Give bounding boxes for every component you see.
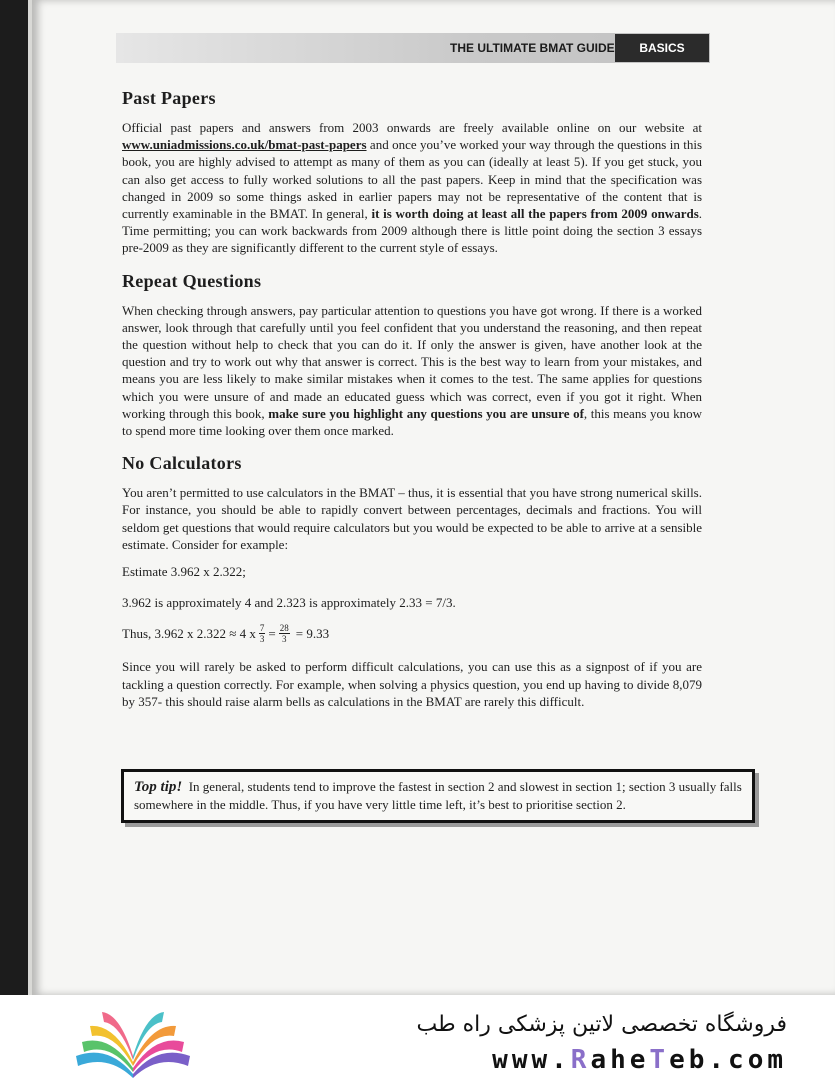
- no-calculators-section: [122, 453, 702, 710]
- math-text: Thus, 3.962 x 2.322 ≈ 4 x: [122, 625, 256, 641]
- past-papers-heading: Past Papers: [122, 88, 216, 108]
- top-tip-text: In general, students tend to improve the fastest in section 2 and slowest in section 1; section 3 usually falls somewhere in the middle. Thus, if you have very little time left, it’s best to prioritise section 2.: [134, 779, 742, 812]
- url-part: www.: [492, 1045, 571, 1075]
- math-text: = 9.33: [295, 625, 330, 641]
- url-part: eb.com: [669, 1045, 787, 1075]
- repeat-questions-paragraph: [122, 302, 702, 440]
- store-name: فروشگاه تخصصی لاتین پزشکی راه طب: [416, 1012, 787, 1037]
- top-tip-label: Top tip!: [134, 779, 183, 795]
- book-title: THE ULTIMATE BMAT GUIDE: [450, 41, 615, 55]
- estimate-line: Estimate 3.962 x 2.322;: [122, 564, 246, 580]
- top-tip-box: [121, 769, 755, 823]
- bold-text: it is worth doing at least all the papers from 2009 onwards: [371, 206, 699, 222]
- numerator: 28: [279, 623, 289, 634]
- denominator: 3: [281, 634, 287, 645]
- numerator: 7: [259, 623, 265, 634]
- past-papers-section: [122, 88, 702, 257]
- url-part: ahe: [590, 1045, 650, 1075]
- math-text: =: [268, 625, 276, 641]
- store-url[interactable]: [492, 1045, 787, 1075]
- fraction: [259, 623, 266, 644]
- denominator: 3: [259, 634, 265, 645]
- math-equation: [122, 623, 702, 644]
- repeat-questions-heading: Repeat Questions: [122, 270, 262, 291]
- approximation-line: 3.962 is approximately 4 and 2.323 is approximately 2.33 = 7/3.: [122, 595, 456, 611]
- book-logo-icon: [68, 1004, 198, 1080]
- past-papers-paragraph: [122, 119, 702, 257]
- url-part: R: [570, 1045, 591, 1075]
- signpost-paragraph: Since you will rarely be asked to perform difficult calculations, you can use this as a signpost of if you are tackling a question correctly. For example, when solving a physics question, you end up having to divide 8,079 by 357- this should raise alarm bells as calculations in the BMAT are rarely this difficult.: [122, 659, 702, 709]
- fraction: [279, 623, 290, 644]
- section-badge: BASICS: [615, 34, 709, 62]
- repeat-questions-section: [122, 271, 702, 440]
- text-span: Official past papers and answers from 2003 onwards are freely available online on our website at: [122, 120, 702, 135]
- past-papers-link[interactable]: www.uniadmissions.co.uk/bmat-past-papers: [122, 137, 367, 153]
- bold-text: make sure you highlight any questions you are unsure of: [268, 405, 584, 421]
- no-calculators-heading: No Calculators: [122, 453, 242, 474]
- text-span: and once you’ve worked your way through the questions in this book, you are highly advised to attempt as many of them as you can (ideally at least 5). If you get stuck, you can also get access to fully worked solutions to all the past papers. Keep in mind that the specification was changed in 2009 so some things asked in earlier papers may not be representative of the content that is currently examinable in the BMAT. In general,: [122, 137, 702, 222]
- url-part: T: [649, 1045, 670, 1075]
- no-calculators-paragraph: You aren’t permitted to use calculators in the BMAT – thus, it is essential that you have strong numerical skills. For instance, you should be able to rapidly convert between percentages, decimals and fractions. You will seldom get questions that would require calculators but you would be expected to be able to arrive at a sensible estimate. Consider for example:: [122, 485, 702, 552]
- text-span: When checking through answers, pay particular attention to questions you have got wrong. If there is a worked answer, look through that carefully until you feel confident that you understand the reasoning, and then repeat the question without help to check that you can do it. If only the answer is given, have another look at the question and try to work out why that answer is correct. This is the best way to learn from your mistakes, and means you are less likely to make similar mistakes when it comes to the test. The same applies for questions which you were unsure of and made an educated guess which was correct, even if you got it right. When working through this book,: [122, 302, 702, 421]
- text-span: . Time permitting; you can work backwards from 2009 although there is little point doing the section 3 essays pre-2009 as they are significantly different to the current style of essays.: [122, 206, 703, 256]
- page-content: [122, 88, 702, 724]
- text-span: , this means you know to spend more time looking over them once marked.: [122, 405, 702, 439]
